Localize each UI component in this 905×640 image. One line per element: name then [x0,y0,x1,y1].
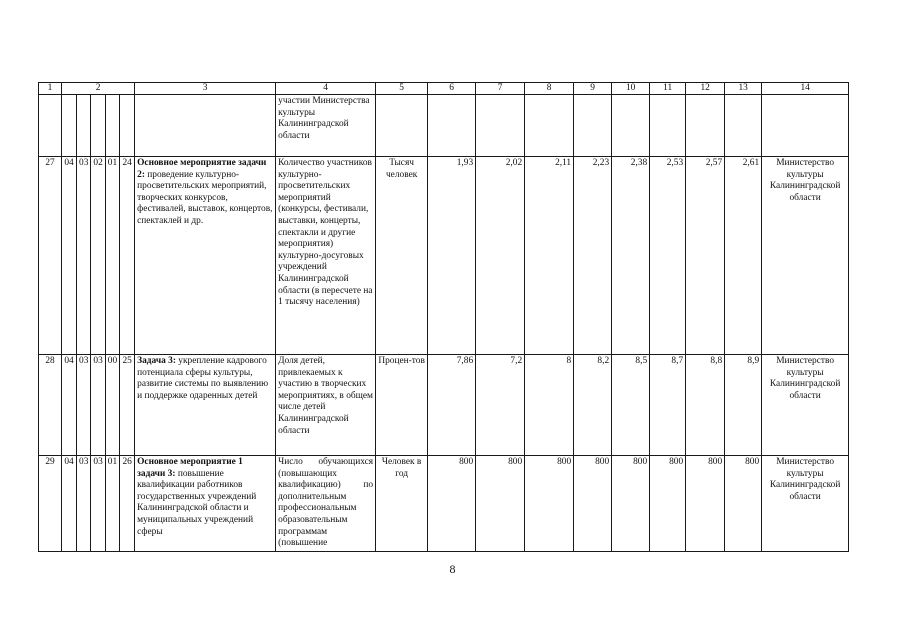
row-number: 29 [39,456,62,552]
task-cell [135,157,276,355]
unit-cell: Человек в год [376,456,428,552]
task-text: повышение квалификации работников государственных учреждений Калининградской области и муниципальных учреждений сферы [137,468,257,537]
indicator-cell: Количество участников культурно-просветительских мероприятий (конкурсы, фестивали, выставки, концерты, спектакли и другие мероприятия) культурно-досуговых учреждений Калининградской области (в пересчете на 1 тысячу населения) [276,157,376,355]
code-cell: 03 [91,456,105,552]
header-col-5: 5 [376,83,428,95]
executor-cell: Министерство культуры Калининградской области [762,456,849,552]
code-cell: 00 [105,355,119,456]
executor-cell: Министерство культуры Калининградской области [762,355,849,456]
code-cell: 04 [62,456,77,552]
header-col-12: 12 [686,83,725,95]
header-col-9: 9 [574,83,612,95]
header-col-4: 4 [276,83,376,95]
value-cell: 800 [574,456,612,552]
value-cell: 8,8 [686,355,725,456]
value-cell: 2,02 [476,157,525,355]
header-col-10: 10 [612,83,650,95]
value-cell: 8 [525,355,574,456]
task-title: Основное мероприятие задачи 2: [137,158,267,180]
value-cell: 1,93 [428,157,476,355]
code-cell: 03 [77,456,91,552]
code-cell: 26 [120,456,135,552]
code-cell: 04 [62,157,77,355]
page-number: 8 [449,562,456,576]
header-col-11: 11 [650,83,686,95]
value-cell: 800 [686,456,725,552]
code-cell: 24 [120,157,135,355]
unit-cell: Процен-тов [376,355,428,456]
task-cell [135,355,276,456]
indicator-cell: Число обучающихся (повышающих квалификацию) по дополнительным профессиональным образовательным программам (повышение [276,456,376,552]
executor-cell: Министерство культуры Калининградской области [762,157,849,355]
value-cell: 8,9 [725,355,762,456]
header-col-13: 13 [725,83,762,95]
value-cell: 800 [612,456,650,552]
value-cell: 2,57 [686,157,725,355]
table-row [39,355,849,456]
code-cell: 25 [120,355,135,456]
code-cell: 04 [62,355,77,456]
unit-cell: Тысяч человек [376,157,428,355]
header-col-14: 14 [762,83,849,95]
code-cell: 03 [77,157,91,355]
column-number-row [39,83,849,95]
value-cell: 2,38 [612,157,650,355]
code-cell: 01 [105,456,119,552]
value-cell: 800 [650,456,686,552]
code-cell: 03 [91,355,105,456]
code-cell: 03 [77,355,91,456]
value-cell: 800 [525,456,574,552]
value-cell: 2,23 [574,157,612,355]
value-cell: 7,2 [476,355,525,456]
header-col-8: 8 [525,83,574,95]
value-cell: 800 [428,456,476,552]
task-title: Задача 3: [137,356,176,366]
table-row-continuation [39,95,849,157]
table-row [39,157,849,355]
value-cell: 2,53 [650,157,686,355]
indicator-cell: участии Министерства культуры Калининградской области [276,95,376,157]
value-cell: 800 [476,456,525,552]
value-cell: 8,5 [612,355,650,456]
header-col-1: 1 [39,83,62,95]
task-cell [135,456,276,552]
task-text: проведение культурно-просветительских мероприятий, творческих конкурсов, фестивалей, выставок, концертов, спектаклей и др. [137,169,273,226]
value-cell: 8,2 [574,355,612,456]
code-cell: 02 [91,157,105,355]
value-cell: 2,61 [725,157,762,355]
task-text: укрепление кадрового потенциала сферы культуры, развитие системы по выявлению и поддержке одаренных детей [137,356,269,401]
header-col-6: 6 [428,83,476,95]
value-cell: 8,7 [650,355,686,456]
value-cell: 7,86 [428,355,476,456]
code-cell: 01 [105,157,119,355]
value-cell: 2,11 [525,157,574,355]
header-col-3: 3 [135,83,276,95]
row-number: 27 [39,157,62,355]
header-col-2: 2 [62,83,135,95]
table-row [39,456,849,552]
indicators-table [38,82,849,552]
indicator-cell: Доля детей, привлекаемых к участию в творческих мероприятиях, в общем числе детей Калининградской области [276,355,376,456]
row-number: 28 [39,355,62,456]
task-title: Основное мероприятие 1 задачи 3: [137,457,243,479]
header-col-7: 7 [476,83,525,95]
value-cell: 800 [725,456,762,552]
